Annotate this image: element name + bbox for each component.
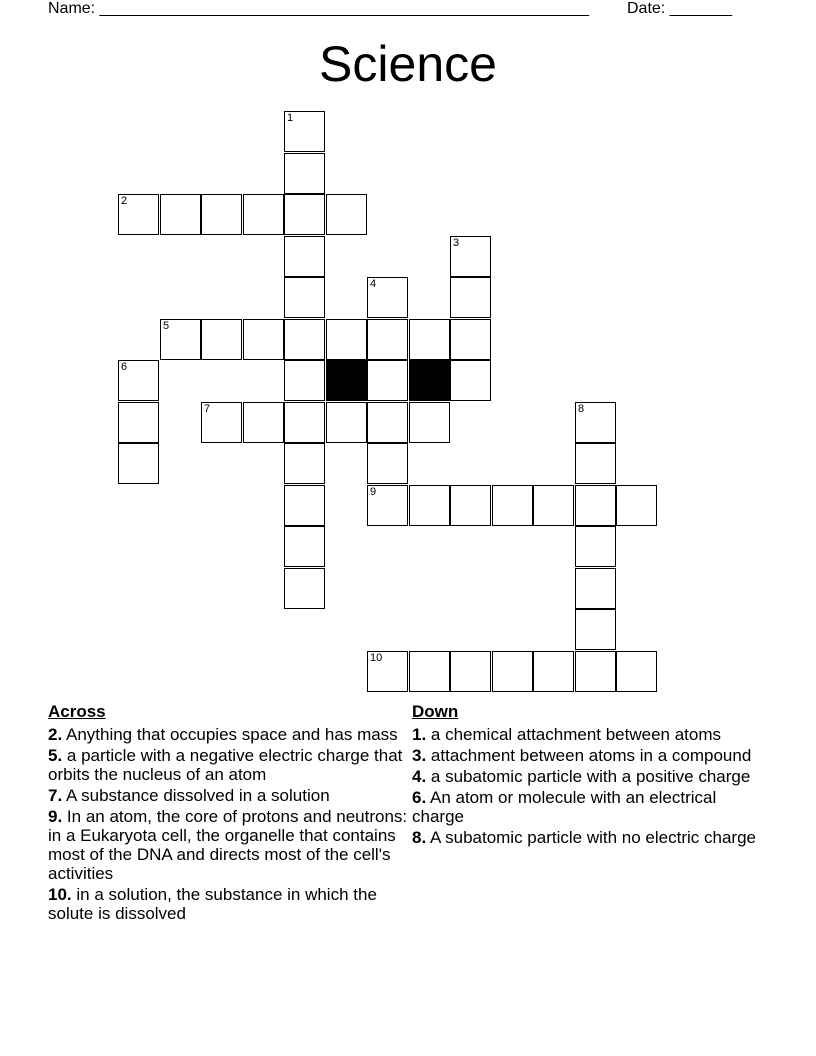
- grid-cell[interactable]: [284, 360, 325, 401]
- grid-cell[interactable]: [575, 443, 616, 484]
- grid-cell[interactable]: [118, 443, 159, 484]
- clue-number: 6.: [412, 788, 427, 807]
- clue-number: 4.: [412, 767, 427, 786]
- grid-cell[interactable]: [367, 277, 408, 318]
- grid-cell[interactable]: [284, 526, 325, 567]
- grid-cell[interactable]: [450, 319, 491, 360]
- grid-cell[interactable]: [284, 568, 325, 609]
- grid-cell[interactable]: [575, 402, 616, 443]
- grid-cell[interactable]: [409, 402, 450, 443]
- grid-cell[interactable]: [450, 485, 491, 526]
- grid-cell[interactable]: [284, 443, 325, 484]
- clue-item: [48, 807, 408, 883]
- across-clues: [48, 701, 408, 925]
- clue-item: [412, 767, 757, 786]
- grid-cell[interactable]: [616, 651, 657, 692]
- grid-cell[interactable]: [367, 319, 408, 360]
- grid-cell[interactable]: [409, 319, 450, 360]
- clue-item: [412, 828, 757, 847]
- clue-text: attachment between atoms in a compound: [430, 746, 752, 765]
- grid-cell[interactable]: [284, 194, 325, 235]
- clue-item: [48, 746, 408, 784]
- down-clues: [412, 701, 757, 849]
- grid-cell[interactable]: [326, 319, 367, 360]
- down-heading: Down: [412, 702, 459, 721]
- cell-number: 2: [121, 195, 128, 207]
- grid-cell[interactable]: [326, 194, 367, 235]
- grid-cell[interactable]: [118, 360, 159, 401]
- clue-number: 5.: [48, 746, 63, 765]
- grid-cell[interactable]: [450, 651, 491, 692]
- clue-item: [412, 788, 757, 826]
- cell-number: 4: [370, 278, 377, 290]
- clue-text: in a solution, the substance in which the solute is dissolved: [48, 885, 377, 923]
- page-title: Science: [319, 36, 497, 92]
- grid-cell[interactable]: [201, 402, 242, 443]
- grid-cell[interactable]: [284, 111, 325, 152]
- clue-number: 9.: [48, 807, 63, 826]
- grid-cell[interactable]: [409, 651, 450, 692]
- name-label: Name:: [48, 0, 100, 17]
- clue-number: 3.: [412, 746, 427, 765]
- cell-number: 5: [163, 320, 170, 332]
- grid-cell[interactable]: [575, 568, 616, 609]
- grid-cell[interactable]: [201, 194, 242, 235]
- clue-item: [48, 885, 408, 923]
- grid-cell[interactable]: [492, 651, 533, 692]
- clue-number: 1.: [412, 725, 427, 744]
- clue-text: In an atom, the core of protons and neutrons: in a Eukaryota cell, the organelle that contains most of the DNA and directs most of the cell's activities: [48, 807, 408, 883]
- blocked-cell: [326, 360, 367, 401]
- clue-text: a particle with a negative electric charge that orbits the nucleus of an atom: [48, 746, 403, 784]
- clue-number: 2.: [48, 725, 63, 744]
- clue-item: [412, 746, 757, 765]
- grid-cell[interactable]: [450, 277, 491, 318]
- clue-item: [412, 725, 757, 744]
- grid-cell[interactable]: [367, 443, 408, 484]
- name-blank[interactable]: _______________________________________________________: [99, 0, 589, 17]
- cell-number: 7: [204, 403, 211, 415]
- grid-cell[interactable]: [284, 402, 325, 443]
- grid-cell[interactable]: [616, 485, 657, 526]
- across-heading: Across: [48, 702, 106, 721]
- grid-cell[interactable]: [284, 277, 325, 318]
- clue-text: An atom or molecule with an electrical charge: [412, 788, 717, 826]
- grid-cell[interactable]: [243, 402, 284, 443]
- grid-cell[interactable]: [450, 236, 491, 277]
- grid-cell[interactable]: [533, 485, 574, 526]
- cell-number: 10: [370, 652, 383, 664]
- grid-cell[interactable]: [118, 402, 159, 443]
- cell-number: 9: [370, 486, 377, 498]
- grid-cell[interactable]: [160, 319, 201, 360]
- grid-cell[interactable]: [160, 194, 201, 235]
- grid-cell[interactable]: [450, 360, 491, 401]
- date-label: Date:: [627, 0, 670, 17]
- grid-cell[interactable]: [575, 651, 616, 692]
- grid-cell[interactable]: [284, 319, 325, 360]
- cell-number: 8: [578, 403, 585, 415]
- grid-cell[interactable]: [409, 485, 450, 526]
- grid-cell[interactable]: [201, 319, 242, 360]
- clue-text: a subatomic particle with a positive charge: [430, 767, 751, 786]
- grid-cell[interactable]: [575, 485, 616, 526]
- grid-cell[interactable]: [284, 485, 325, 526]
- clue-number: 7.: [48, 786, 63, 805]
- clue-item: [48, 786, 408, 805]
- grid-cell[interactable]: [326, 402, 367, 443]
- clue-number: 8.: [412, 828, 427, 847]
- grid-cell[interactable]: [533, 651, 574, 692]
- grid-cell[interactable]: [367, 485, 408, 526]
- clue-text: Anything that occupies space and has mass: [65, 725, 398, 744]
- grid-cell[interactable]: [367, 360, 408, 401]
- grid-cell[interactable]: [575, 526, 616, 567]
- clue-text: A substance dissolved in a solution: [65, 786, 330, 805]
- grid-cell[interactable]: [367, 402, 408, 443]
- grid-cell[interactable]: [284, 236, 325, 277]
- grid-cell[interactable]: [243, 194, 284, 235]
- clue-text: a chemical attachment between atoms: [430, 725, 722, 744]
- clue-number: 10.: [48, 885, 72, 904]
- cell-number: 3: [453, 237, 460, 249]
- grid-cell[interactable]: [118, 194, 159, 235]
- grid-cell[interactable]: [575, 609, 616, 650]
- date-blank[interactable]: _______: [669, 0, 732, 17]
- grid-cell[interactable]: [243, 319, 284, 360]
- grid-cell[interactable]: [492, 485, 533, 526]
- grid-cell[interactable]: [284, 153, 325, 194]
- cell-number: 6: [121, 361, 128, 373]
- clue-item: [48, 725, 408, 744]
- cell-number: 1: [287, 112, 294, 124]
- blocked-cell: [409, 360, 450, 401]
- clue-text: A subatomic particle with no electric charge: [429, 828, 756, 847]
- grid-cell[interactable]: [367, 651, 408, 692]
